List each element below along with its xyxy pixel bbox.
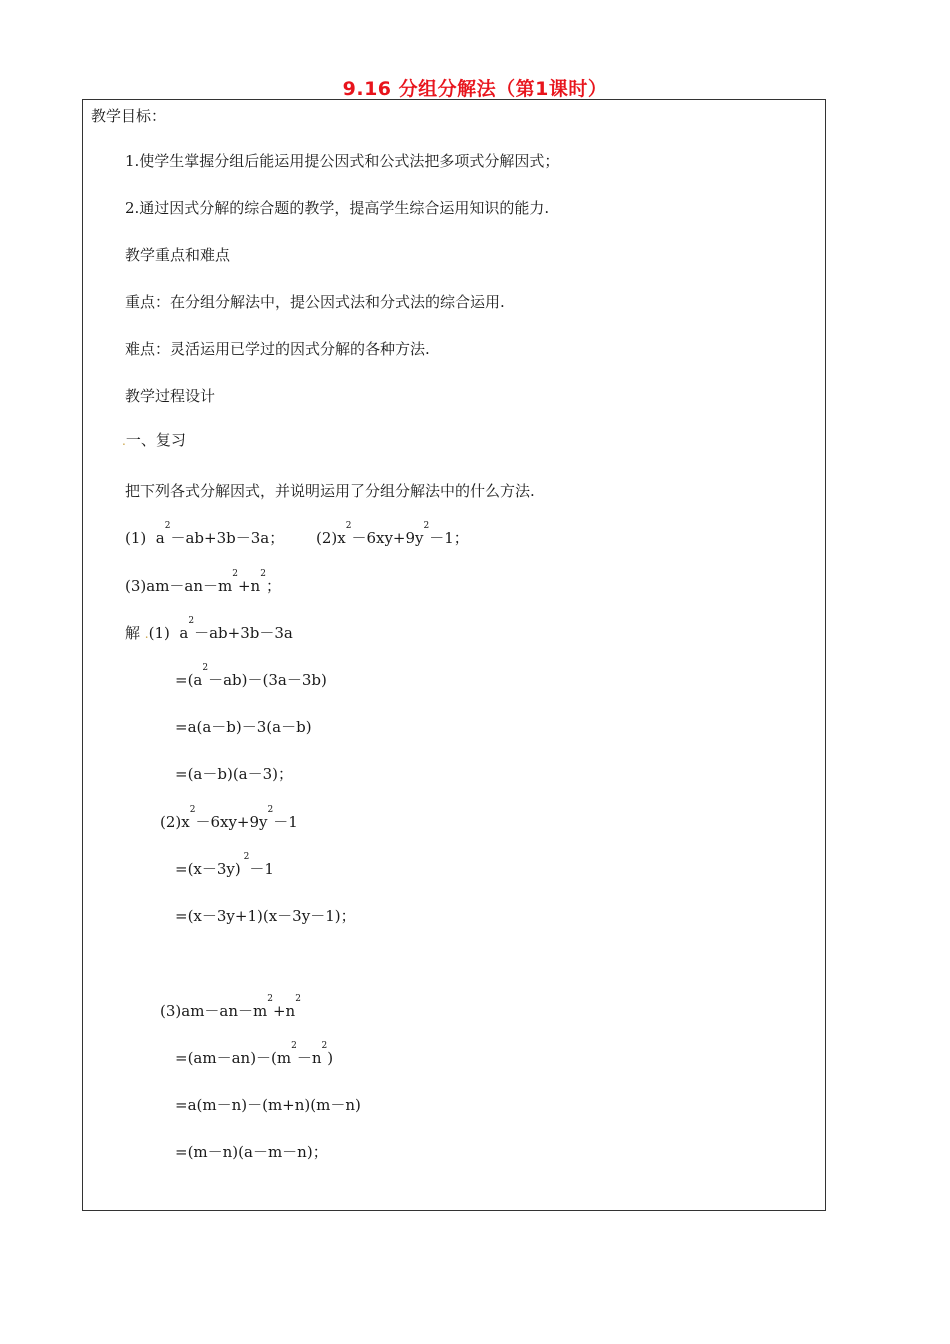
solution-1-step-3: =(a－b)(a－3)； [175, 765, 294, 783]
review-task: 把下列各式分解因式，并说明运用了分组分解法中的什么方法. [125, 482, 535, 500]
page-title: 9.16 分组分解法（第1课时） [342, 78, 608, 100]
solution-3-step-3: =(m－n)(a－m－n)； [175, 1143, 328, 1161]
review-heading: .一、复习 [122, 431, 186, 449]
objectives-heading: 教学目标： [91, 107, 167, 125]
solution-1-step-1: $=(a^2-ab)-(3a-3b)$ [175, 663, 327, 689]
problem-3: $(3)am-an-m^2+n^2$； [125, 569, 281, 595]
lesson-frame [82, 99, 826, 1211]
solution-3-step-1: $=(am-an)-(m^2-n^2)$ [175, 1041, 334, 1067]
solution-1-start: 解 .(1) $a^2-ab+3b-3a$ [125, 616, 293, 642]
problem-1: (1) $a^2-ab+3b-3a$； [125, 521, 285, 547]
objective-2: 2.通过因式分解的综合题的教学，提高学生综合运用知识的能力. [125, 199, 550, 217]
solution-2-start: $(2)x^2-6xy+9y^2-1$ [160, 805, 298, 831]
solution-2-step-2: =(x－3y+1)(x－3y－1)； [175, 907, 356, 925]
problem-2: $(2)x^2-6xy+9y^2-1$； [316, 521, 469, 547]
solution-3-step-2: =a(m－n)－(m+n)(m－n) [175, 1096, 361, 1114]
process-heading: 教学过程设计 [125, 387, 216, 405]
keypoints-heading: 教学重点和难点 [125, 246, 231, 264]
key-point: 重点：在分组分解法中，提公因式法和分式法的综合运用. [125, 293, 505, 311]
objective-1: 1.使学生掌握分组后能运用提公因式和公式法把多项式分解因式； [125, 152, 560, 170]
solution-3-start: $(3)am-an-m^2+n^2$ [160, 994, 301, 1020]
margin-mark: . [122, 434, 126, 448]
solution-2-step-1: =(x－3y) $^2$－1 [175, 852, 274, 878]
difficulty-point: 难点：灵活运用已学过的因式分解的各种方法. [125, 340, 430, 358]
solution-1-step-2: =a(a－b)－3(a－b) [175, 718, 312, 736]
margin-mark: . [144, 627, 149, 641]
